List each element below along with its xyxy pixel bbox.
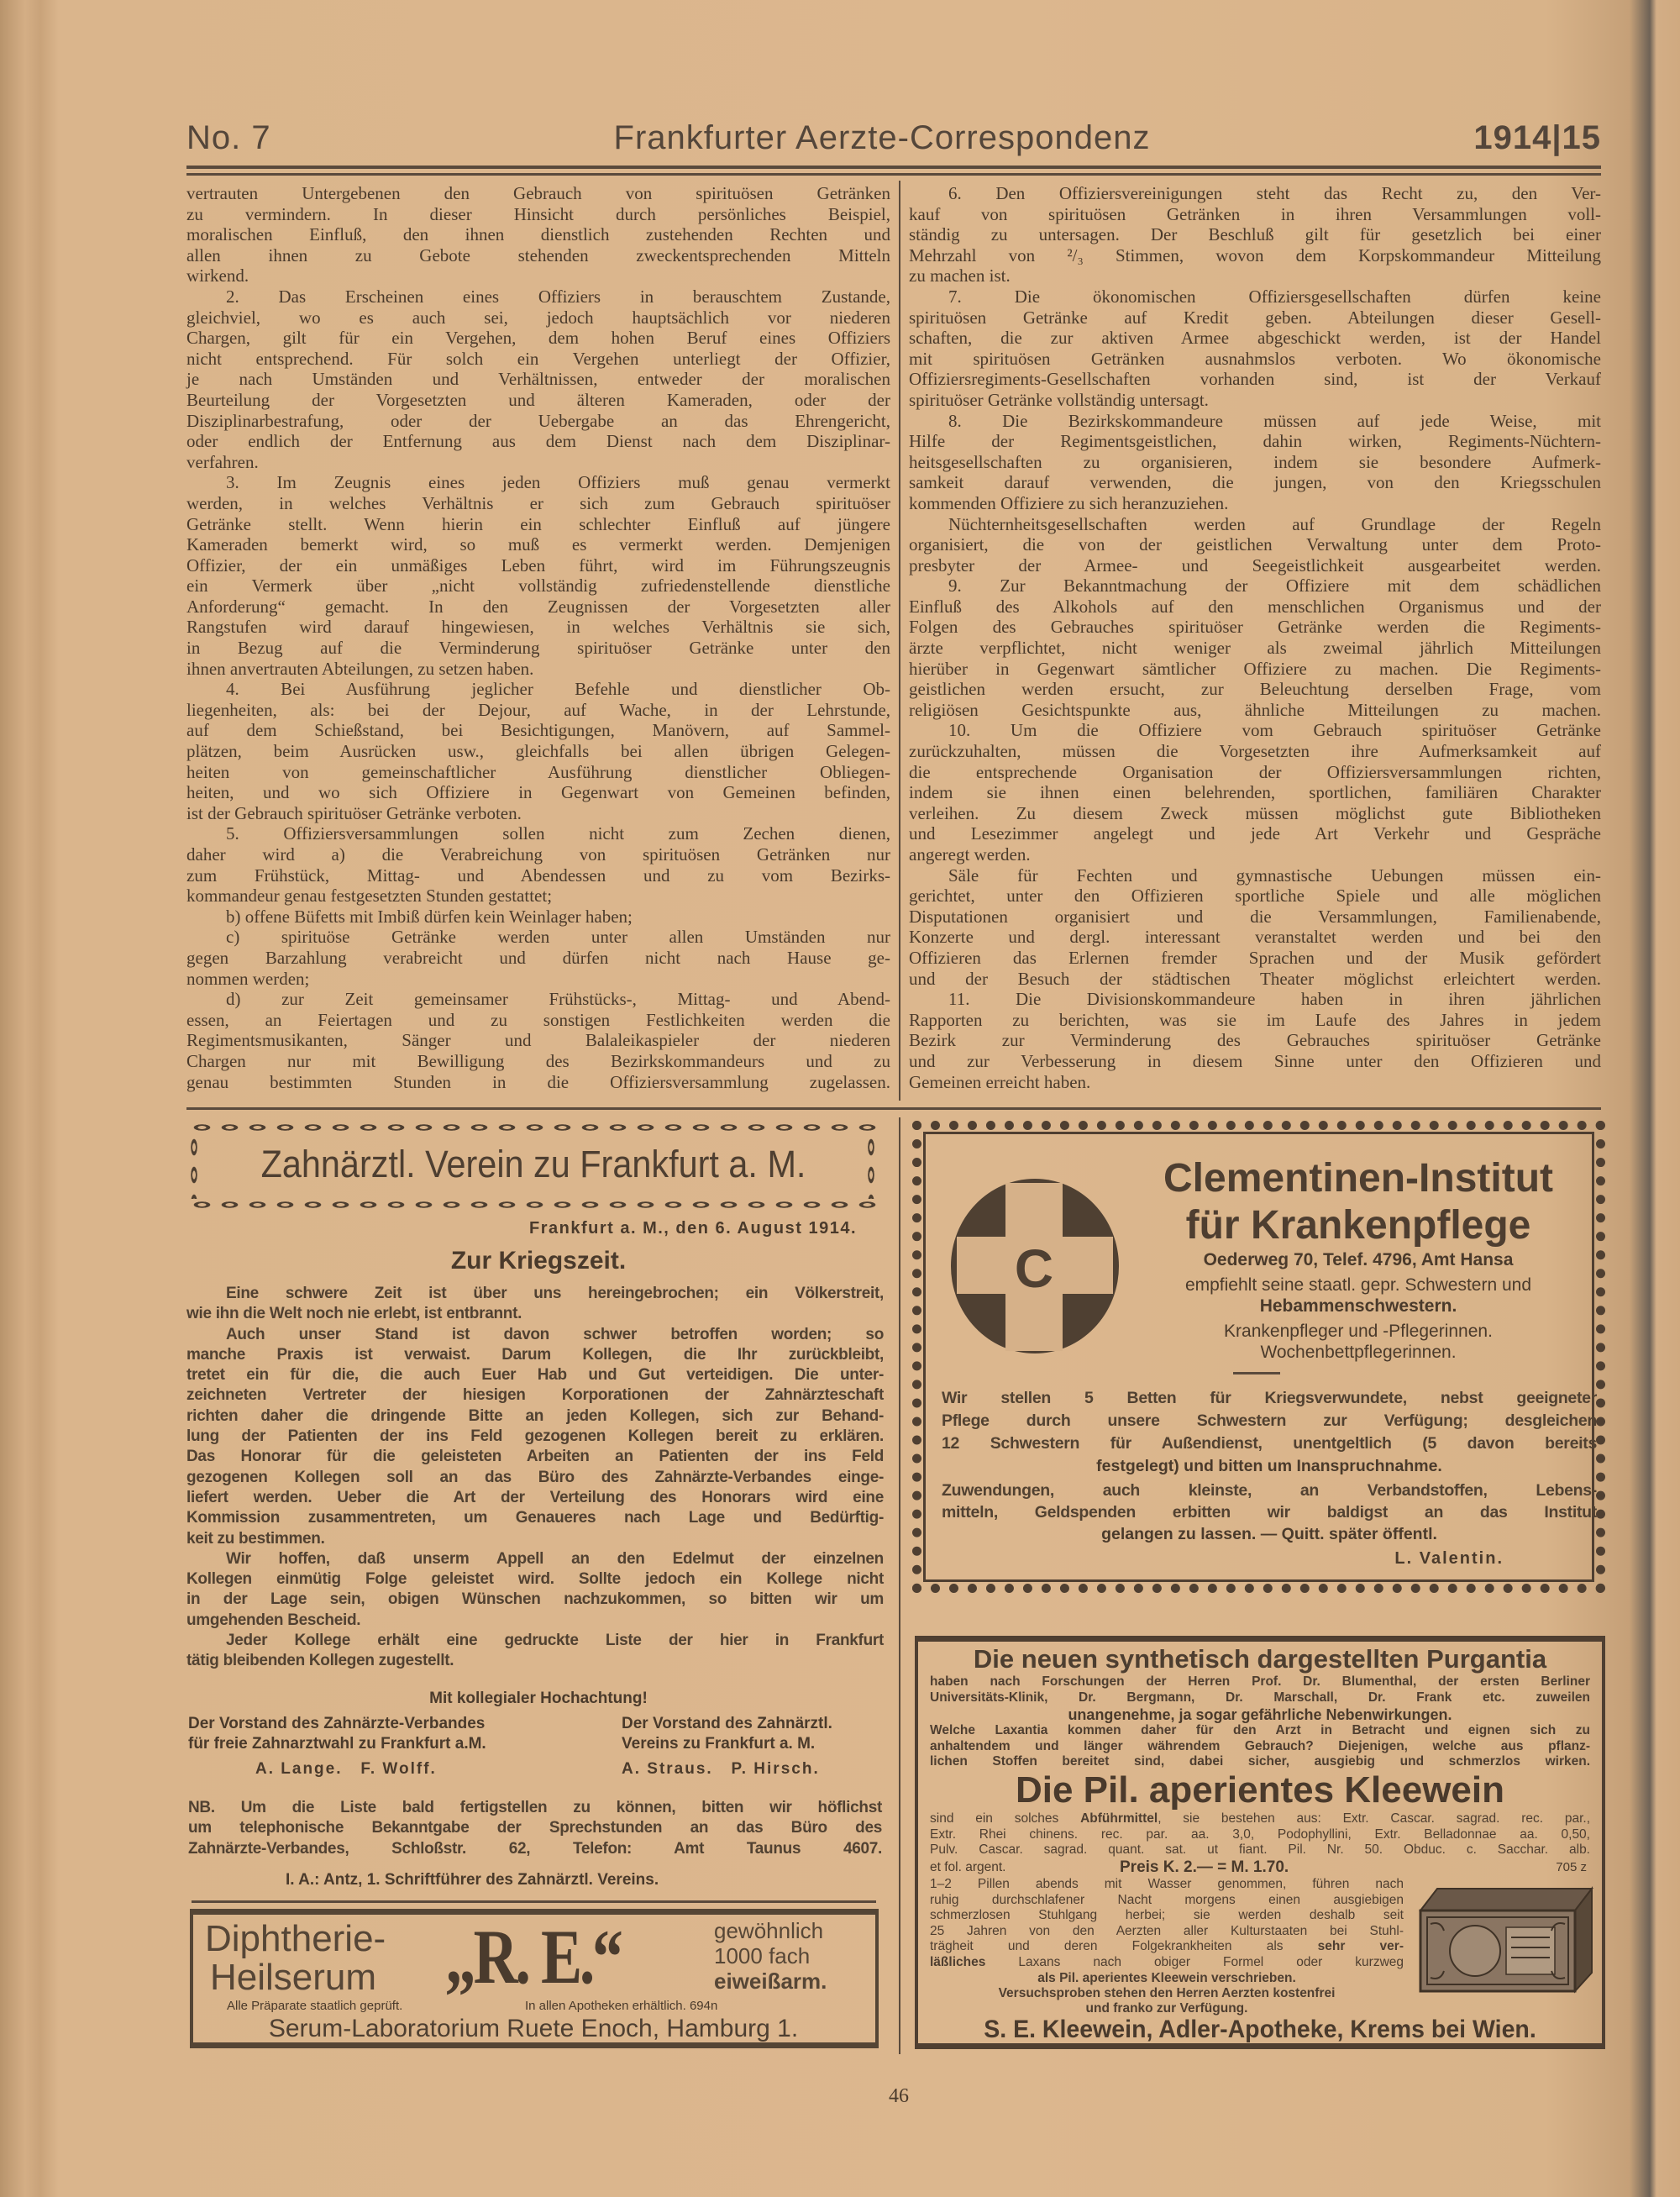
text-line: als Pil. aperientes Kleewein verschrieben. (1037, 1971, 1296, 1985)
chain-border-right (865, 1133, 877, 1199)
text-line: ist der Gebrauch spirituöser Getränke verboten. (186, 802, 522, 823)
text-line: b) offene Büfetts mit Imbiß dürfen kein Weinlager haben; (226, 906, 633, 927)
text-line: Welche Laxantia kommen daher für den Arzt in Betracht und eignen sich zu (930, 1723, 1590, 1737)
text-line: gerichtet, unter den Offizieren sportliche Spiele und alle möglichen (909, 886, 1601, 907)
diphtherie-claim (714, 1918, 827, 1994)
text-line: manche Praxis ist verwaist. Darum Kollegen, die Ihr zurückbleibt, (186, 1345, 884, 1364)
text-line: Kommission zusammentreten, um Genaueres nach Lage und Bedürftig- (186, 1509, 884, 1527)
signature-left (188, 1714, 486, 1779)
claim-line3: eiweißarm. (714, 1968, 827, 1994)
diphtherie-brand: „R. E.“ (445, 1914, 621, 2000)
text-line: Offizieren das Erlernen fremder Sprachen und der Musik gefördert (909, 947, 1601, 968)
text-line: 8. Die Bezirkskommandeure müssen auf jede Weise, mit (948, 410, 1601, 431)
text-line: Versuchsproben stehen den Herren Aerzten kostenfrei (998, 1986, 1336, 2000)
header-rule-bottom (186, 173, 1601, 176)
text-line: schmerzlosen Stuhlgang herbei; sie werden deshalb seit (930, 1908, 1404, 1923)
signature-right-line2: Vereins zu Frankfurt a. M. (622, 1735, 816, 1753)
text-line: Chargen nur mit Bewilligung des Bezirkskommandeurs und zu (186, 1050, 890, 1071)
text-line: keit zu bestimmen. (186, 1529, 325, 1548)
text-line: Offizier, der ein unmäßiges Leben führt, wird im Führungszeugnis (186, 555, 890, 576)
kleewein-title: Die neuen synthetisch dargestellten Purgantia (973, 1644, 1547, 1674)
signature-left-line1: Der Vorstand des Zahnärzte-Verbandes (188, 1715, 486, 1732)
text-line: allen ihnen zu Gebote stehenden zweckentsprechenden Mitteln (186, 244, 890, 265)
text-line: und franko zur Verfügung. (1085, 2001, 1248, 2016)
text-line: Kameraden bemerkt wird, so muß es vermerkt werden. Demjenigen (186, 534, 890, 555)
text-line: mitteln, Geldspenden erbitten wir baldigst an das Institut (942, 1503, 1597, 1522)
text-line: Universitäts-Klinik, Dr. Bergmann, Dr. Marschall, Dr. Frank etc. zuweilen (930, 1690, 1590, 1705)
bold-text: unser Stand (298, 1325, 418, 1343)
text-line: spirituöser Getränke vollständig untersagt. (909, 389, 1209, 410)
text-line: lichen Stoffen bereitet sind, dabei sicher, ausgiebig und schmerzlos wirken. (930, 1754, 1590, 1769)
text-line: tretet ein für die, die auch Euer Hab und Gut verteidigen. Die unter- (186, 1366, 884, 1385)
kleewein-question (930, 1723, 1590, 1770)
text-line: Nüchternheitsgesellschaften werden auf Grundlage der Regeln (948, 513, 1601, 534)
text-line: daher wird a) die Verabreichung von spirituösen Getränken nur (186, 844, 890, 865)
kleewein-formula (930, 1811, 1590, 1858)
diphtherie-line1: Diphtherie- (205, 1918, 386, 1959)
signature-right (622, 1714, 832, 1779)
bold-text: sehr ver- (1317, 1939, 1404, 1954)
text-line: indem sie ihnen einen belehrenden, sportlichen, familiären Charakter (909, 782, 1601, 803)
text-line: hierüber in Gegenwart sämtlicher Offiziere zu machen. Die Regiments- (909, 658, 1601, 679)
text-line: sind ein solches Abführmittel, sie bestehen aus: Extr. Cascar. sagrad. rec. par., (930, 1811, 1591, 1826)
clementinen-separator (1233, 1372, 1280, 1374)
text-line: Säle für Fechten und gymnastische Uebungen müssen ein- (948, 865, 1601, 886)
kleewein-ad (915, 1636, 1605, 2049)
pill-box-illustration-icon (1412, 1885, 1599, 1995)
title-line1: Clementinen-Institut (1163, 1156, 1553, 1201)
chain-border-bottom (188, 1199, 877, 1211)
column-divider (899, 181, 900, 1101)
text-line: Bezirk zur Verminderung des Gebrauches spirituöser Getränke (909, 1030, 1601, 1051)
text-line: umgehenden Bescheid. (186, 1611, 361, 1629)
text-line: nommen werden; (186, 968, 310, 989)
article-left-column (186, 183, 890, 1092)
text-line: Wir hoffen, daß unserm Appell an den Edelmut der einzelnen (226, 1549, 884, 1568)
kleewein-ad-code: 705 z (1556, 1860, 1587, 1874)
kleewein-intro (930, 1674, 1590, 1706)
text-line: gleichviel, wo es auch sei, jedoch hauptsächlich vor niederen (186, 307, 890, 328)
text-line: Beurteilung der Vorgesetzten und älteren Kameraden, oder der (186, 389, 890, 410)
text-line: kommenden Offiziere zu sich heranzuziehen. (909, 492, 1229, 513)
title-line2: für Krankenpflege (1185, 1203, 1531, 1248)
kleewein-price: Preis K. 2.— = M. 1.70. (1120, 1858, 1289, 1876)
text-line: NB. Um die Liste bald fertigstellen zu können, bitten wir höflichst (188, 1799, 882, 1816)
text-line: lung der Patienten der ins Feld gezogenen Kollegen bereit zu erklären. (186, 1427, 884, 1446)
text-line: c) spirituöse Getränke werden unter allen Umständen nur (226, 927, 890, 948)
text-line: Offiziersregiments-Gesellschaften vorhanden sind, ist der Verkauf (909, 369, 1601, 390)
text-line: Kollegen einmütig Folge geleistet wird. Sollte jedoch ein Kollege nicht (186, 1570, 884, 1589)
text-line: ihnen anvertrauten Abteilungen, zu setzen haben. (186, 658, 534, 679)
text-line: Hilfe der Regimentsgeistlichen, dahin wirken, Regiments-Nüchtern- (909, 431, 1601, 452)
kleewein-warning: unangenehme, ja sogar gefährliche Nebenwirkungen. (1068, 1706, 1452, 1723)
text-line: und Lesezimmer angelegt und jede Art Verkehr und Gespräche (909, 823, 1601, 844)
red-cross-logo-icon (947, 1176, 1123, 1357)
text-line: Disputationen organisiert und die Versammlungen, Familienabende, (909, 906, 1601, 927)
text-line: 5. Offiziersversammlungen sollen nicht zum Zechen dienen, (226, 823, 890, 844)
text-line: 11. Die Divisionskommandeure haben in ihren jährlichen (948, 989, 1601, 1010)
text-line: genau bestimmten Stunden in die Offiziersversammlung zugelassen. (186, 1071, 890, 1092)
text-line: Das Honorar für die geleisteten Arbeiten an Patienten der ins Feld (186, 1448, 884, 1466)
text-line: Disziplinarbestrafung, oder der Uebergabe an das Ehrengericht, (186, 410, 890, 431)
text-line: Zahnärzte-Verbandes, Schloßstr. 62, Telefon: Amt Taunus 4607. (188, 1839, 882, 1858)
clementinen-address: Oederweg 70, Telef. 4796, Amt Hansa (1203, 1250, 1514, 1269)
journal-title: Frankfurter Aerzte-Correspondenz (613, 119, 1151, 156)
text-line: presbyter der Armee- und Seegeistlichkeit ausgearbeitet werden. (909, 555, 1601, 576)
text-line: richten daher die dringende Bitte an jeden Kollegen, sich zur Behand- (186, 1406, 884, 1425)
diphtherie-ad (190, 1909, 879, 2048)
text-line: nicht entsprechend. Für solch ein Vergehen unterliegt der Offizier, (186, 348, 890, 369)
clementinen-ad (912, 1121, 1605, 1593)
text-line: in der Lage sein, obigen Wünschen nachzukommen, so bitten wir um (186, 1590, 884, 1609)
text-line: haben nach Forschungen der Herren Prof. Dr. Blumenthal, der ersten Berliner (930, 1674, 1590, 1689)
text-line: 6. Den Offiziersvereinigungen steht das Recht zu, den Ver- (948, 183, 1601, 203)
text-line: kommandeur genau festgesetzten Stunden gestattet; (186, 886, 553, 907)
text-line: zu machen ist. (909, 265, 1011, 286)
diphtherie-line2: Heilserum (210, 1957, 377, 1998)
text-line: Anforderung“ gemacht. In den Zeugnissen der Vorgesetzten aller (186, 596, 890, 617)
text-line: 25 Jahren von den Aerzten aller Kulturstaaten bei Stuhl- (930, 1923, 1404, 1938)
text-line: schaften, die zur aktiven Armee abgeschickt werden, ist der Handel (909, 328, 1601, 349)
text-line: 9. Zur Bekanntmachung der Offiziere mit dem schädlichen (948, 576, 1601, 597)
diphtherie-availability: In allen Apotheken erhältlich. 694n (525, 1999, 718, 2013)
text-line: ständig zu untersagen. Der Beschluß gilt für gesetzlich bei einer (909, 224, 1601, 245)
text-line: Jeder Kollege erhält eine gedruckte Liste der hier in Frankfurt (226, 1632, 884, 1650)
bold-text: Abführmittel (1080, 1811, 1158, 1826)
diphtherie-manufacturer: Serum-Laboratorium Ruete Enoch, Hamburg 1. (268, 2015, 799, 2042)
notice-end-rule (192, 1900, 876, 1903)
text-line: Getränke stellt. Wenn hierin ein schlechter Einfluß auf jüngere (186, 513, 890, 534)
chain-border-left (188, 1133, 200, 1199)
text-line: d) zur Zeit gemeinsamer Frühstücks-, Mittag- und Abend- (226, 989, 890, 1010)
page-number: 46 (889, 2085, 909, 2107)
text-line: je nach Umständen und Verhältnissen, entweder der moralischen (186, 369, 890, 390)
logo-letter: C (1014, 1238, 1054, 1299)
signature-right-names: A. Straus. P. Hirsch. (622, 1760, 820, 1778)
text-line: zurückzuhalten, müssen die Vorgesetzten ihre Aufmerksamkeit auf (909, 741, 1601, 762)
text-line: gegen Barzahlung verabreicht und dürfen nicht nach Hause ge- (186, 947, 890, 968)
volume-year: 1914|15 (1473, 119, 1601, 156)
text-line: Pflege durch unsere Schwestern zur Verfügung; desgleichen (942, 1411, 1597, 1430)
claim-line1: gewöhnlich (714, 1918, 824, 1943)
clementinen-staff (1123, 1321, 1593, 1363)
text-line: und zur Verbesserung in diesem Sinne unter den Offizieren und (909, 1050, 1601, 1071)
text-line: Chargen, gilt für ein Vergehen, dem hohen Beruf eines Offiziers (186, 328, 890, 349)
text-line: samkeit darauf verwenden, die jungen, von den Kriegsschulen (909, 472, 1601, 493)
signature-left-names: A. Lange. F. Wolff. (255, 1760, 437, 1778)
text-line: 7. Die ökonomischen Offiziersgesellschaften dürfen keine (948, 286, 1601, 307)
signature-right-line1: Der Vorstand des Zahnärztl. (622, 1715, 832, 1732)
text-line: heiten, und wo sich Offiziere in Gegenwart von Gemeinen befinden, (186, 782, 890, 803)
section-rule (186, 1107, 1601, 1110)
bold-text: Verbandstoffen (1367, 1481, 1483, 1500)
text-line: anhaltendem und länger währendem Gebrauch? Diejenigen, welche aus pflanz- (930, 1738, 1590, 1753)
text-line: heiten von gemeinschaftlicher Ausführung dienstlicher Obliegen- (186, 761, 890, 782)
text-line: zeichneten Vertreter der hiesigen Korporationen der Zahnärzteschaft (186, 1386, 884, 1405)
text-line: Rangstufen wird darauf hingewiesen, in welches Verhältnis sie sich, (186, 617, 890, 638)
text-line: um telephonische Bekanntgabe der Sprechstunden an das Büro des (188, 1819, 882, 1837)
text-line: mit spirituösen Getränken ausnahmslos verboten. Wo ökonomische (909, 348, 1601, 369)
notice-body (186, 1284, 884, 1672)
kleewein-usage-center (930, 1971, 1404, 2016)
header-rule-top (186, 166, 1601, 169)
notice-nb (188, 1798, 882, 1859)
text-line: und der Besuch der städtischen Theater möglichst erleichtert werden. (909, 968, 1601, 989)
kleewein-product: Die Pil. aperientes Kleewein (1015, 1769, 1504, 1811)
clementinen-signature: L. Valentin. (1394, 1549, 1504, 1568)
text-line: wirkend. (186, 265, 249, 286)
text-line: vertrauten Untergebenen den Gebrauch von spirituösen Getränken (186, 183, 890, 203)
text-line: 4. Bei Ausführung jeglicher Befehle und dienstlicher Ob- (226, 679, 890, 700)
text-line: zum Frühstück, Mittag- und Abendessen und zu vom Bezirks- (186, 865, 890, 886)
text-line: werden, in welches Verhältnis er sich zum Gebrauch spirituöser (186, 492, 890, 513)
recommend-line1: empfiehlt seine staatl. gepr. Schwestern und (1184, 1275, 1532, 1295)
text-line: Konzerte und dergl. interessant veranstaltet werden und bei den (909, 927, 1601, 948)
text-line: ärzte verpflichtet, nicht weniger als zweimal jährlich Mitteilungen (909, 638, 1601, 659)
notice-dateline: Frankfurt a. M., den 6. August 1914. (529, 1219, 857, 1238)
issue-number: No. 7 (186, 119, 271, 156)
text-line: kauf von spirituösen Getränken in ihren Versammlungen voll- (909, 203, 1601, 224)
text-line: essen, an Feiertagen und zu sonstigen Festlichkeiten werden die (186, 1009, 890, 1030)
signature-left-line2: für freie Zahnarztwahl zu Frankfurt a.M. (188, 1735, 486, 1753)
notice-heading: Zahnärztl. Verein zu Frankfurt a. M. (260, 1143, 806, 1185)
text-line: Regimentsmusikanten, Sänger und Balaleikaspieler der niederen (186, 1030, 890, 1051)
bold-text: Pil. aperientes Kleewein (1059, 1971, 1208, 1985)
text-line: angeregt werden. (909, 844, 1031, 865)
text-line: Rapporten zu berichten, was sie im Laufe des Jahres in jedem (909, 1009, 1601, 1030)
diphtherie-tested: Alle Präparate staatlich geprüft. (227, 1999, 403, 2013)
text-line: Mehrzahl von ²/₃ Stimmen, wovon dem Korpskommandeur Mitteilung (909, 244, 1601, 265)
text-line: tätig bleibenden Kollegen zugestellt. (186, 1652, 454, 1670)
text-line: Auch unser Stand ist davon schwer betroffen worden; so (226, 1325, 885, 1343)
text-line: organisiert, die von der geistlichen Verwaltung unter dem Proto- (909, 534, 1601, 555)
text-line: zu vermindern. In dieser Hinsicht durch persönliches Beispiel, (186, 203, 890, 224)
text-line: Zuwendungen, auch kleinste, an Verbandstoffen, Lebens- (942, 1481, 1598, 1500)
ads-divider (899, 1117, 900, 2054)
clementinen-offer (942, 1387, 1597, 1455)
text-line: wie ihn die Welt noch nie erlebt, ist entbrannt. (186, 1305, 522, 1323)
text-line: Folgen des Gebrauches spirituöser Getränke werden die Regiments- (909, 617, 1601, 638)
notice-subheading: Zur Kriegszeit. (450, 1247, 627, 1275)
claim-line2: 1000 fach (714, 1943, 811, 1968)
text-line: ruhig durchschlafener Nacht morgens einen ausgiebigen (930, 1892, 1404, 1907)
text-line: verfahren. (186, 451, 259, 472)
kleewein-manufacturer: S. E. Kleewein, Adler-Apotheke, Krems bei Wien. (984, 2016, 1536, 2043)
staff-line2: Wochenbettpflegerinnen. (1260, 1343, 1457, 1362)
text-line: Gemeinen erreicht haben. (909, 1071, 1091, 1092)
article-right-column (909, 183, 1601, 1092)
text-line: liefert werden. Ueber die Art der Verteilung des Honorars wird eine (186, 1488, 884, 1506)
text-line: gezogenen Kollegen soll an das Büro des Zahnärzte-Verbandes einge- (186, 1468, 884, 1486)
text-line: trägheit und deren Folgekrankheiten als sehr ver- (930, 1939, 1404, 1954)
text-line: läßliches Laxans nach obiger Formel oder kurzweg (930, 1954, 1404, 1969)
text-line: in Bezug auf die Verminderung spirituöser Getränke unter den (186, 638, 890, 659)
text-line: 2. Das Erscheinen eines Offiziers in berauschtem Zustande, (226, 286, 890, 307)
clementinen-title (1123, 1155, 1593, 1249)
text-line: religiösen Gesichtspunkte aus, ähnliche Mitteilungen zu machen. (909, 699, 1601, 720)
text-line: Einfluß des Alkohols auf den menschlichen Organismus und der (909, 596, 1601, 617)
clementinen-donations-last: gelangen zu lassen. — Quitt. später öffentl. (1101, 1525, 1437, 1543)
text-line: ein Vermerk über „nicht vollständig zufriedenstellende dienstliche (186, 576, 890, 597)
kleewein-usage (930, 1877, 1404, 1971)
text-line: Extr. Rhei chinens. rec. par. aa. 3,0, Podophyllini, Extr. Belladonnae aa. 0,50, (930, 1826, 1590, 1842)
clementinen-donations (942, 1480, 1597, 1523)
text-line: plätzen, beim Ausrücken usw., gleichfalls bei allen übrigen Gelegen- (186, 741, 890, 762)
text-line: 1–2 Pillen abends mit Wasser genommen, führen nach (930, 1877, 1404, 1891)
text-line: Wir stellen 5 Betten für Kriegsverwundete, nebst geeigneter (942, 1389, 1597, 1407)
text-line: oder endlich der Entfernung aus dem Dienst nach dem Disziplinar- (186, 431, 890, 452)
text-line: geistlichen werden ersucht, zur Beleuchtung derselben Frage, vom (909, 679, 1601, 700)
staff-line1: Krankenpfleger und -Pflegerinnen. (1224, 1322, 1493, 1341)
text-line: spirituösen Getränke auf Kredit geben. Abteilungen dieser Gesell- (909, 307, 1601, 328)
text-line: 3. Im Zeugnis eines jeden Offiziers muß genau vermerkt (226, 472, 890, 493)
text-line: verleihen. Zu diesem Zweck müssen möglichst gute Bibliotheken (909, 802, 1601, 823)
notice-closing: Mit kollegialer Hochachtung! (429, 1690, 648, 1707)
clementinen-recommendation (1123, 1275, 1593, 1317)
recommend-line2: Hebammenschwestern. (1259, 1296, 1457, 1316)
text-line: moralischen Einfluß, den ihnen dienstlich zustehenden Rechten und (186, 224, 890, 245)
text-line: Eine schwere Zeit ist über uns hereingebrochen; ein Völkerstreit, (226, 1285, 884, 1302)
bold-text: läßliches (930, 1954, 986, 1969)
notice-ia: I. A.: Antz, 1. Schriftführer des Zahnärztl. Vereins. (286, 1871, 659, 1889)
text-line: die entsprechende Organisation der Offiziersversammlungen richten, (909, 761, 1601, 782)
text-line: Pulv. Cascar. sagrad. quant. sat. ut fiant. Pil. Nr. 50. Obduc. c. Sacchar. alb. (930, 1842, 1590, 1858)
text-line: liegenheiten, als: bei der Dejour, auf Wache, in der Lehrstunde, (186, 699, 890, 720)
text-line: heitsgesellschaften zu organisieren, indem sie besondere Aufmerk- (909, 451, 1601, 472)
text-line: 10. Um die Offiziere vom Gebrauch spirituöser Getränke (948, 720, 1601, 741)
text-line: auf dem Schießstand, bei Besichtigungen, Manövern, auf Sammel- (186, 720, 890, 741)
clementinen-offer-last: festgelegt) und bitten um Inanspruchnahme. (1096, 1457, 1442, 1475)
kleewein-formula-end: et fol. argent. (930, 1860, 1006, 1874)
chain-border-top (188, 1122, 877, 1133)
text-line: 12 Schwestern für Außendienst, unentgeltlich (5 davon bereits (942, 1434, 1597, 1453)
